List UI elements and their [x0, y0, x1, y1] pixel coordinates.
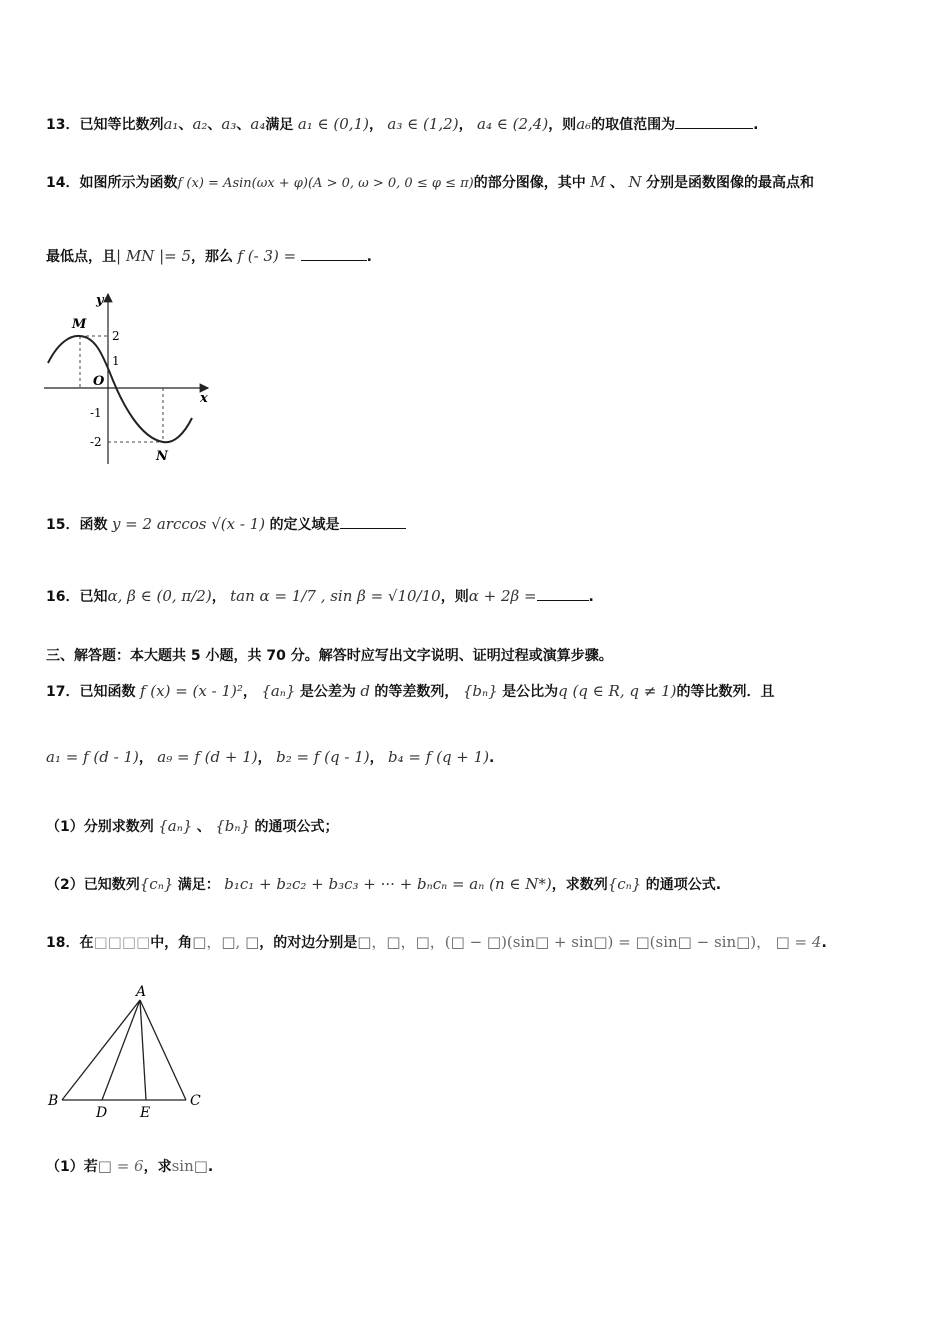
triangle-figure: [40, 980, 220, 1120]
text: 满足: [265, 117, 294, 133]
text: 已知函数: [79, 684, 136, 700]
text: 若: [83, 1159, 98, 1175]
text: ，则: [440, 589, 469, 605]
math: {aₙ}: [158, 817, 193, 835]
side-ac: [140, 1000, 186, 1100]
text: 是公比为: [502, 684, 559, 700]
math: b₄ = f (q + 1): [388, 748, 490, 766]
text: .: [821, 935, 827, 951]
text: ，: [369, 750, 384, 766]
answer-blank: [675, 114, 753, 129]
math: a₂: [192, 115, 208, 133]
text: ，求: [143, 1159, 172, 1175]
question-17-equations: [46, 746, 494, 769]
question-18-part-1: [46, 1155, 213, 1178]
tick-2: 2: [112, 329, 120, 343]
math: {bₙ}: [462, 682, 498, 700]
text: 分别求数列: [83, 819, 154, 835]
question-number: 15．: [46, 517, 80, 533]
vertex-b-label: B: [48, 1093, 59, 1109]
math: α + 2β =: [468, 587, 537, 605]
text: 已知: [79, 589, 108, 605]
math: a₉ = f (d + 1): [157, 748, 258, 766]
text: .: [753, 117, 759, 133]
part-label: （1）: [46, 1159, 84, 1175]
math: a₁: [163, 115, 179, 133]
math: □ = 4: [775, 933, 822, 951]
tick-1: 1: [112, 354, 120, 368]
math: f (x) = (x - 1)²: [139, 682, 243, 700]
sine-graph: [40, 288, 220, 468]
answer-blank: [301, 246, 367, 261]
text: 的通项公式；: [254, 819, 339, 835]
math: b₂ = f (q - 1): [276, 748, 370, 766]
text: .: [588, 589, 594, 605]
text: 已知数列: [83, 877, 140, 893]
text: 最低点，且: [46, 249, 116, 265]
question-14-cont: [46, 245, 372, 268]
math: □□□□: [93, 933, 151, 951]
text: 分别是函数图像的最高点和: [646, 175, 815, 191]
tick-minus-1: -1: [90, 406, 102, 420]
tick-minus-2: -2: [90, 435, 102, 449]
math: a₆: [576, 115, 592, 133]
math: {cₙ}: [607, 875, 642, 893]
text: 的部分图像，其中: [473, 175, 586, 191]
text: ，: [458, 117, 473, 133]
question-number: 13．: [46, 117, 80, 133]
text: 、: [196, 819, 211, 835]
point-d-label: D: [96, 1105, 108, 1120]
question-18: [46, 931, 827, 954]
text: ，的对边分别是: [259, 935, 358, 951]
question-17-part-1: [46, 815, 338, 838]
text: 、: [207, 117, 222, 133]
text: 已知等比数列: [79, 117, 164, 133]
question-number: 17．: [46, 684, 80, 700]
math: f (x) = Asin(ωx + φ)(A > 0, ω > 0, 0 ≤ φ ≤ π): [177, 176, 474, 191]
point-e-label: E: [140, 1105, 151, 1120]
part-label: （2）: [46, 877, 84, 893]
text: ，: [242, 684, 257, 700]
math: b₁c₁ + b₂c₂ + b₃c₃ + ··· + bₙcₙ = aₙ (n ∈ N*): [224, 875, 552, 893]
math: a₁ = f (d - 1): [46, 748, 139, 766]
text: .: [207, 1159, 214, 1175]
text: ，: [138, 750, 153, 766]
text: 、: [178, 117, 193, 133]
math: □，□，□，: [357, 933, 445, 951]
math: sin□: [171, 1157, 208, 1175]
segment-ad: [102, 1000, 140, 1100]
math: a₄ ∈ (2,4): [477, 115, 549, 133]
question-13: [46, 113, 758, 136]
math: a₃ ∈ (1,2): [387, 115, 459, 133]
text: ，求数列: [551, 877, 608, 893]
text: 的等差数列，: [374, 684, 459, 700]
text: ，: [368, 117, 383, 133]
question-number: 14．: [46, 175, 80, 191]
text: ，则: [548, 117, 577, 133]
math: {cₙ}: [139, 875, 174, 893]
math: | MN |= 5: [116, 247, 192, 265]
question-14: [46, 171, 814, 195]
text: 的等比数列．且: [676, 684, 775, 700]
vertex-c-label: C: [190, 1093, 201, 1109]
math: {bₙ}: [215, 817, 250, 835]
point-m-label: M: [72, 317, 87, 332]
math: □ = 6: [97, 1157, 144, 1175]
math: {aₙ}: [261, 682, 296, 700]
text: 如图所示为函数: [79, 175, 178, 191]
math: f (- 3) =: [237, 247, 297, 265]
text: 的取值范围为: [591, 117, 676, 133]
math: (□ − □)(sin□ + sin□) = □(sin□ − sin□)，: [444, 933, 772, 951]
origin-label: O: [93, 374, 105, 389]
question-16: [46, 585, 594, 608]
math: q (q ∈ R, q ≠ 1): [558, 682, 677, 700]
question-15: [46, 513, 406, 536]
math: α, β ∈ (0, π/2): [107, 587, 212, 605]
segment-ae: [140, 1000, 146, 1100]
vertex-a-label: A: [136, 984, 147, 1000]
math: a₁ ∈ (0,1): [297, 115, 369, 133]
text: 的定义域是: [269, 517, 340, 533]
math: M: [590, 173, 606, 191]
question-number: 16．: [46, 589, 80, 605]
math: a₃: [221, 115, 237, 133]
point-n-label: N: [156, 449, 168, 464]
question-number: 18．: [46, 935, 80, 951]
math: tan α = 1/7 , sin β = √10/10: [230, 587, 441, 605]
text: ，: [211, 589, 226, 605]
math: □，□, □: [192, 933, 260, 951]
text: 是公差为: [299, 684, 356, 700]
math: N: [628, 173, 642, 191]
part-label: （1）: [46, 819, 84, 835]
math: y = 2 arccos √(x - 1): [111, 515, 266, 533]
text: .: [489, 750, 495, 766]
answer-blank: [537, 586, 589, 601]
y-axis-label: y: [96, 293, 104, 308]
section-heading: 三、解答题：本大题共 5 小题，共 70 分。解答时应写出文字说明、证明过程或演算步骤。: [46, 648, 613, 664]
text: 满足：: [177, 877, 220, 893]
text: 的通项公式.: [645, 877, 722, 893]
text: 中，角: [150, 935, 193, 951]
math: a₄: [250, 115, 266, 133]
x-axis-label: x: [200, 391, 208, 406]
answer-blank: [340, 514, 406, 529]
text: 函数: [79, 517, 108, 533]
question-17: [46, 680, 774, 703]
math: d: [360, 682, 370, 700]
text: 在: [79, 935, 94, 951]
text: .: [366, 249, 372, 265]
text: 、: [610, 175, 625, 191]
side-ab: [62, 1000, 140, 1100]
text: ，那么: [191, 249, 234, 265]
question-17-part-2: [46, 873, 721, 896]
text: 、: [236, 117, 251, 133]
sine-curve: [48, 336, 192, 442]
text: ，: [257, 750, 272, 766]
